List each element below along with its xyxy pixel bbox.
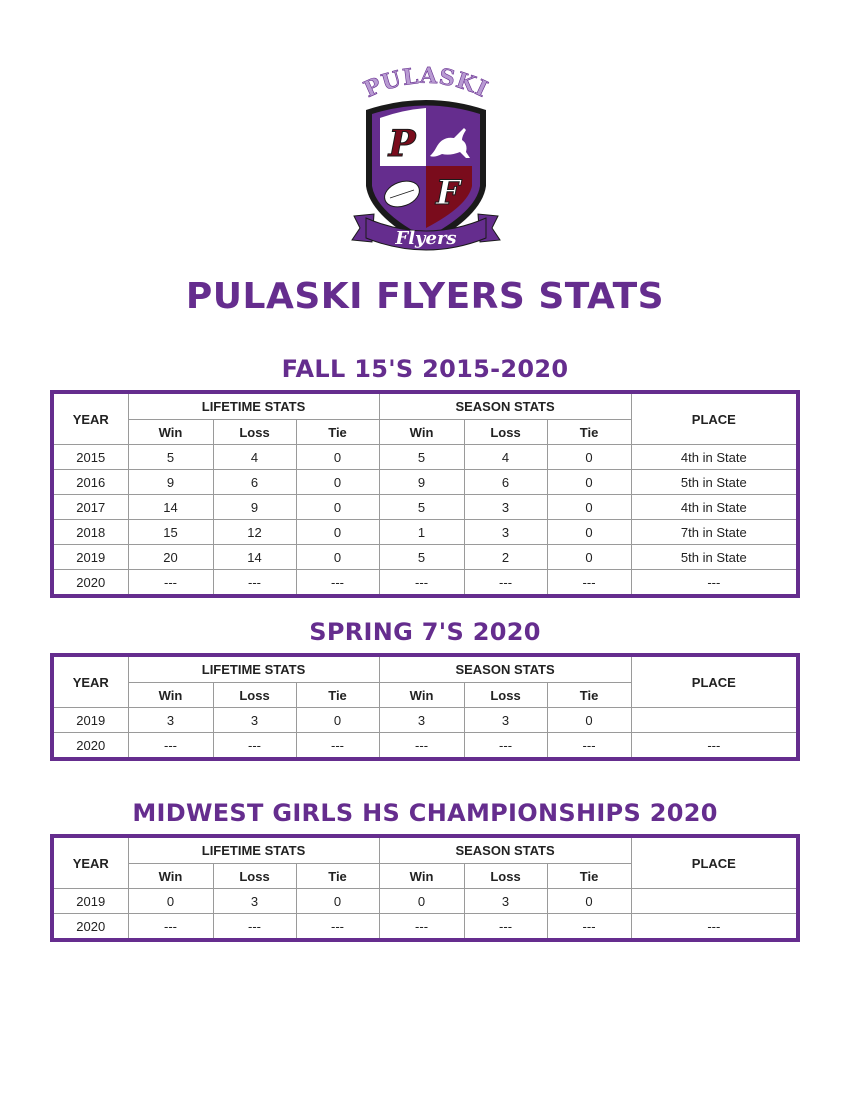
header-row [52, 836, 798, 864]
season-win-cell: 9 [379, 470, 464, 495]
lifetime-loss-cell: --- [213, 570, 296, 597]
lifetime-loss-header: Loss [213, 864, 296, 889]
season-loss-header: Loss [464, 420, 547, 445]
season-loss-cell: 6 [464, 470, 547, 495]
season-loss-cell: 2 [464, 545, 547, 570]
lifetime-loss-cell: 3 [213, 708, 296, 733]
lifetime-tie-cell: 0 [296, 495, 379, 520]
svg-text:PULASKI [360, 66, 492, 103]
lifetime-loss-cell: 4 [213, 445, 296, 470]
year-header: YEAR [52, 836, 128, 889]
logo-letter-f: F [435, 173, 461, 213]
season-tie-cell: 0 [547, 445, 631, 470]
section-title-spring: SPRING 7'S 2020 [309, 618, 541, 646]
season-win-cell: 5 [379, 545, 464, 570]
place-cell: 7th in State [631, 520, 798, 545]
place-cell: 4th in State [631, 495, 798, 520]
pulaski-flyers-logo [350, 66, 502, 258]
stats-table-fall [50, 390, 800, 598]
season-tie-cell: 0 [547, 708, 631, 733]
lifetime-win-cell: 3 [128, 708, 213, 733]
place-cell: --- [631, 914, 798, 941]
season-tie-header: Tie [547, 683, 631, 708]
season-win-header: Win [379, 864, 464, 889]
season-tie-header: Tie [547, 864, 631, 889]
season-win-cell: 1 [379, 520, 464, 545]
lifetime-loss-cell: 12 [213, 520, 296, 545]
place-header: PLACE [631, 836, 798, 889]
season-loss-cell: 3 [464, 889, 547, 914]
header-row [52, 392, 798, 420]
lifetime-tie-cell: 0 [296, 470, 379, 495]
year-header: YEAR [52, 392, 128, 445]
table-row [52, 914, 798, 941]
season-win-cell: --- [379, 914, 464, 941]
table-row [52, 570, 798, 597]
season-win-cell: 3 [379, 708, 464, 733]
season-loss-cell: 3 [464, 708, 547, 733]
season-loss-cell: 3 [464, 495, 547, 520]
season-stats-header: SEASON STATS [379, 392, 631, 420]
lifetime-tie-header: Tie [296, 683, 379, 708]
season-win-cell: 5 [379, 495, 464, 520]
lifetime-stats-header: LIFETIME STATS [128, 836, 379, 864]
lifetime-stats-header: LIFETIME STATS [128, 655, 379, 683]
table-row [52, 470, 798, 495]
table-row [52, 520, 798, 545]
table-row [52, 545, 798, 570]
lifetime-win-header: Win [128, 420, 213, 445]
year-cell: 2020 [52, 570, 128, 597]
season-stats-header: SEASON STATS [379, 655, 631, 683]
lifetime-win-cell: 5 [128, 445, 213, 470]
lifetime-loss-cell: 14 [213, 545, 296, 570]
table-row [52, 495, 798, 520]
lifetime-stats-header: LIFETIME STATS [128, 392, 379, 420]
lifetime-win-cell: --- [128, 914, 213, 941]
lifetime-loss-cell: 6 [213, 470, 296, 495]
season-win-cell: 5 [379, 445, 464, 470]
lifetime-win-cell: --- [128, 733, 213, 760]
year-header: YEAR [52, 655, 128, 708]
year-cell: 2019 [52, 708, 128, 733]
season-tie-cell: 0 [547, 470, 631, 495]
season-loss-cell: --- [464, 914, 547, 941]
season-tie-cell: 0 [547, 495, 631, 520]
year-cell: 2020 [52, 733, 128, 760]
lifetime-tie-cell: 0 [296, 545, 379, 570]
season-tie-header: Tie [547, 420, 631, 445]
season-loss-cell: --- [464, 733, 547, 760]
season-loss-cell: 4 [464, 445, 547, 470]
table-row [52, 733, 798, 760]
lifetime-tie-cell: --- [296, 570, 379, 597]
lifetime-tie-cell: 0 [296, 889, 379, 914]
season-loss-header: Loss [464, 683, 547, 708]
logo-arch-text: PULASKI [359, 66, 493, 104]
table-row [52, 889, 798, 914]
year-cell: 2018 [52, 520, 128, 545]
stats-table-midwest [50, 834, 800, 942]
lifetime-tie-cell: 0 [296, 445, 379, 470]
logo-ribbon-text: Flyers [395, 228, 457, 249]
lifetime-win-header: Win [128, 864, 213, 889]
lifetime-loss-header: Loss [213, 683, 296, 708]
season-loss-cell: 3 [464, 520, 547, 545]
place-cell [631, 708, 798, 733]
lifetime-win-cell: 15 [128, 520, 213, 545]
lifetime-win-cell: 0 [128, 889, 213, 914]
lifetime-win-cell: 9 [128, 470, 213, 495]
year-cell: 2015 [52, 445, 128, 470]
place-cell: 5th in State [631, 470, 798, 495]
season-stats-header: SEASON STATS [379, 836, 631, 864]
lifetime-win-cell: --- [128, 570, 213, 597]
place-header: PLACE [631, 392, 798, 445]
lifetime-loss-header: Loss [213, 420, 296, 445]
logo-letter-p: P [388, 123, 416, 165]
season-tie-cell: 0 [547, 545, 631, 570]
lifetime-loss-cell: 9 [213, 495, 296, 520]
shield-crest-icon [350, 66, 502, 258]
season-tie-cell: --- [547, 733, 631, 760]
year-cell: 2016 [52, 470, 128, 495]
header-row [52, 655, 798, 683]
lifetime-tie-header: Tie [296, 864, 379, 889]
table-row [52, 445, 798, 470]
season-win-cell: --- [379, 570, 464, 597]
year-cell: 2017 [52, 495, 128, 520]
lifetime-tie-cell: --- [296, 914, 379, 941]
season-win-cell: --- [379, 733, 464, 760]
season-win-cell: 0 [379, 889, 464, 914]
place-header: PLACE [631, 655, 798, 708]
lifetime-loss-cell: --- [213, 733, 296, 760]
lifetime-tie-cell: 0 [296, 708, 379, 733]
lifetime-loss-cell: --- [213, 914, 296, 941]
section-title-fall: FALL 15'S 2015-2020 [281, 355, 569, 383]
lifetime-tie-header: Tie [296, 420, 379, 445]
lifetime-win-cell: 20 [128, 545, 213, 570]
lifetime-tie-cell: 0 [296, 520, 379, 545]
section-title-midwest: MIDWEST GIRLS HS CHAMPIONSHIPS 2020 [132, 799, 718, 827]
year-cell: 2019 [52, 545, 128, 570]
year-cell: 2020 [52, 914, 128, 941]
page-title: PULASKI FLYERS STATS [185, 276, 665, 317]
season-win-header: Win [379, 420, 464, 445]
stats-table-spring [50, 653, 800, 761]
place-cell [631, 889, 798, 914]
season-loss-header: Loss [464, 864, 547, 889]
lifetime-loss-cell: 3 [213, 889, 296, 914]
place-cell: 4th in State [631, 445, 798, 470]
lifetime-win-header: Win [128, 683, 213, 708]
season-tie-cell: --- [547, 570, 631, 597]
place-cell: 5th in State [631, 545, 798, 570]
table-row [52, 708, 798, 733]
year-cell: 2019 [52, 889, 128, 914]
season-loss-cell: --- [464, 570, 547, 597]
lifetime-win-cell: 14 [128, 495, 213, 520]
season-tie-cell: 0 [547, 889, 631, 914]
season-tie-cell: 0 [547, 520, 631, 545]
season-win-header: Win [379, 683, 464, 708]
place-cell: --- [631, 570, 798, 597]
season-tie-cell: --- [547, 914, 631, 941]
place-cell: --- [631, 733, 798, 760]
lifetime-tie-cell: --- [296, 733, 379, 760]
